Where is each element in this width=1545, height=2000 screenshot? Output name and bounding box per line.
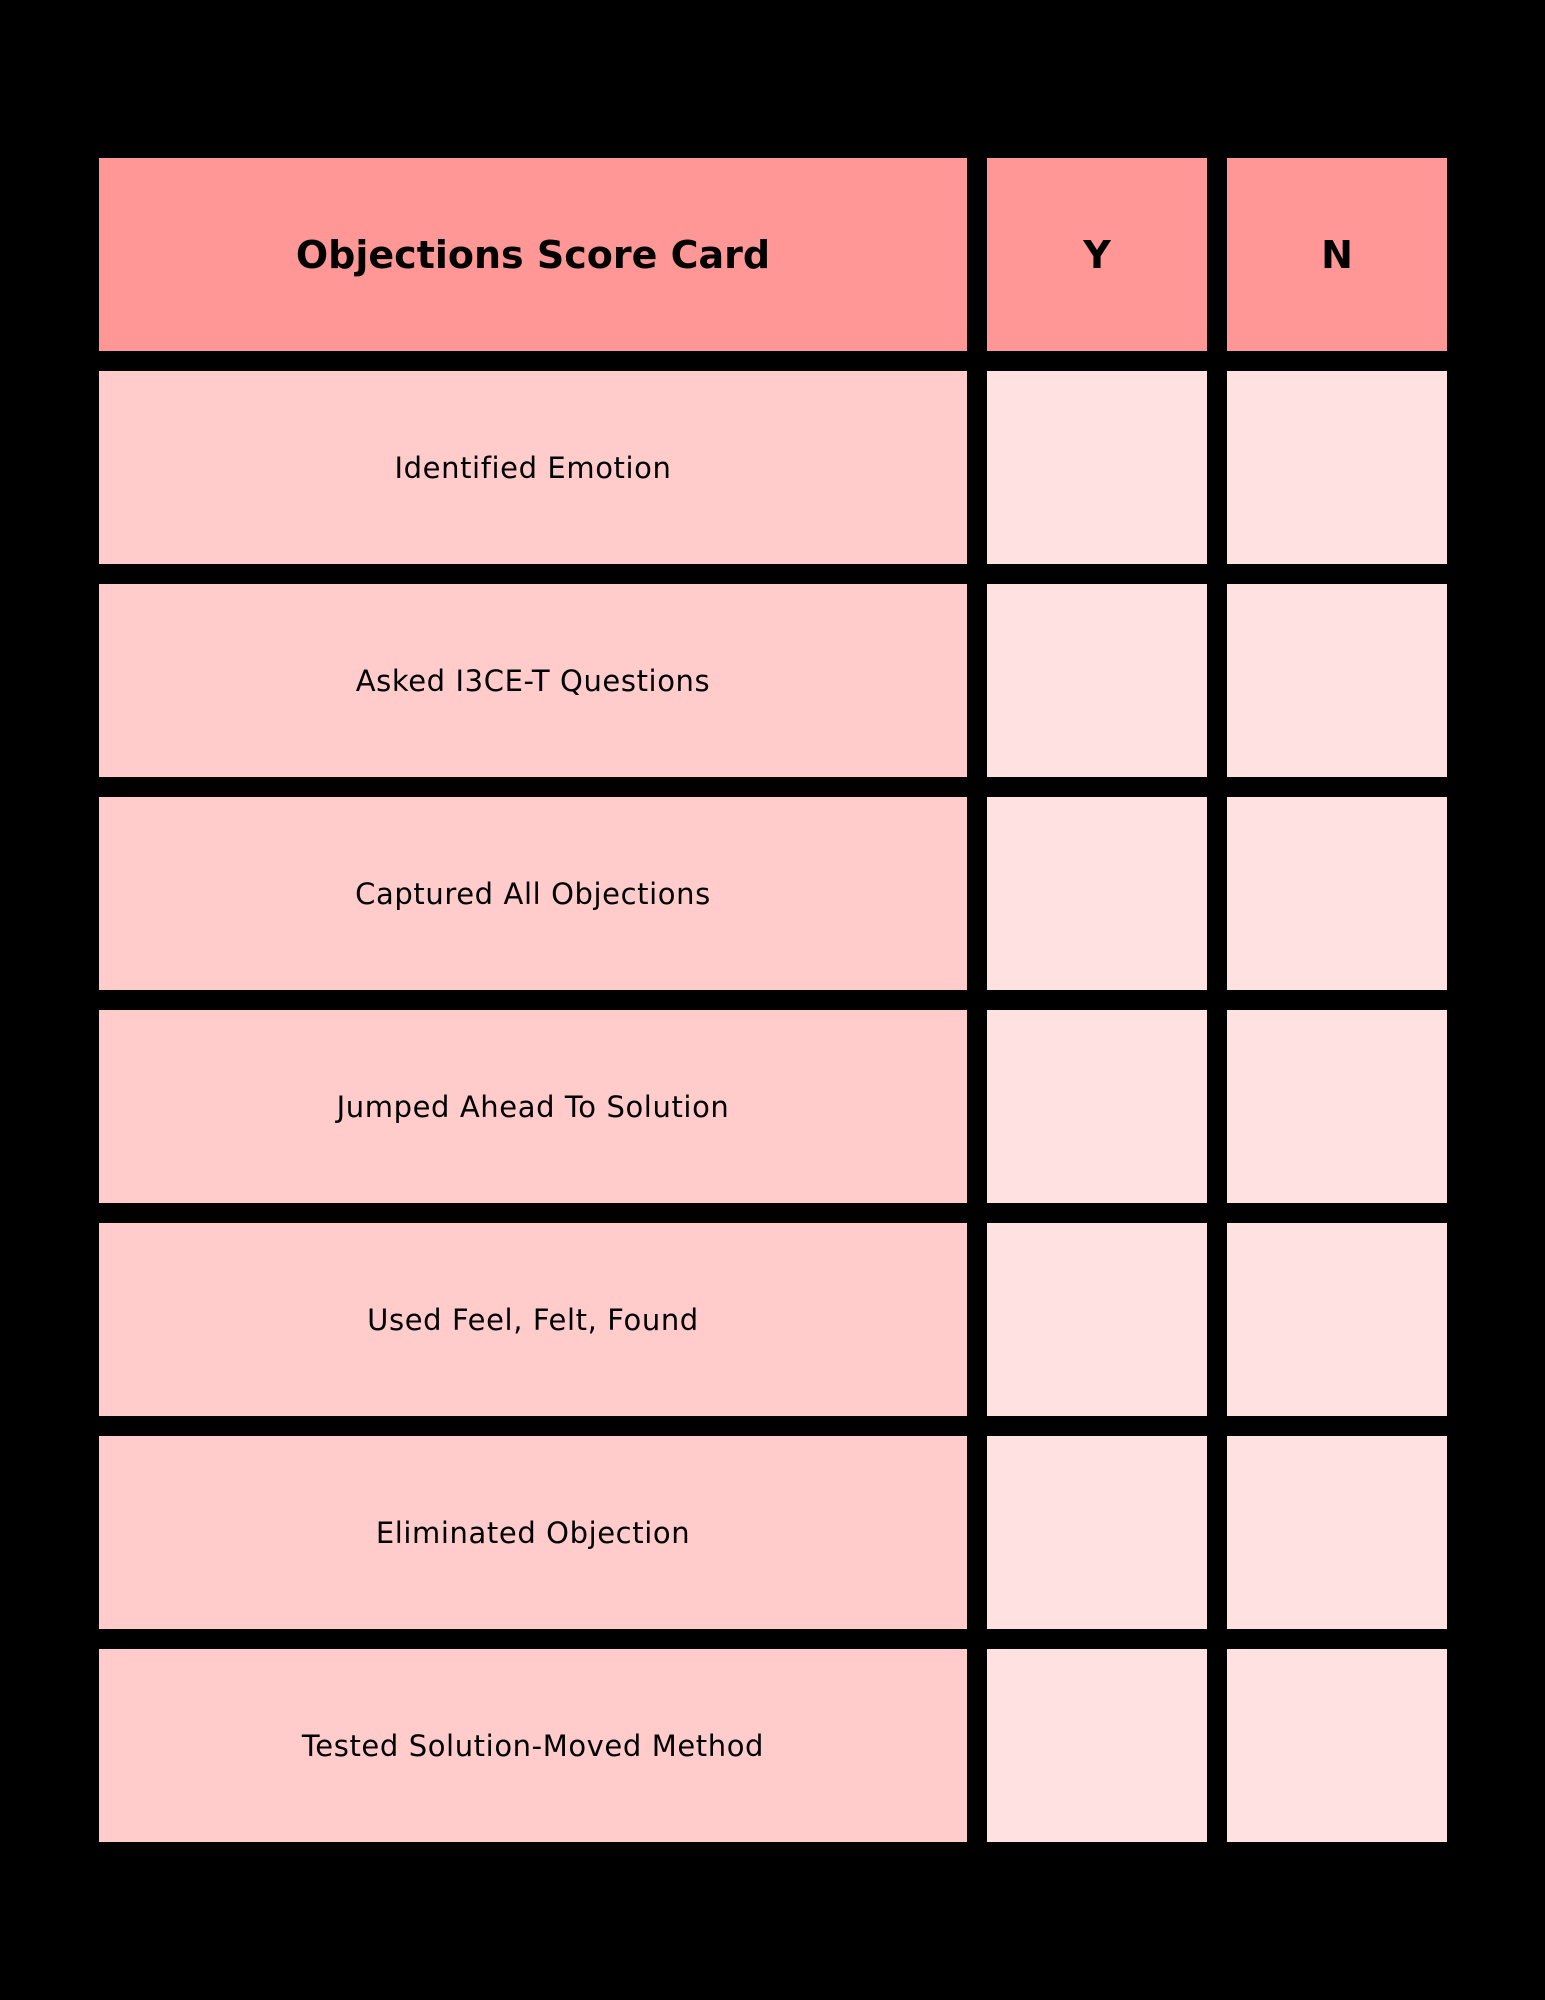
criterion-label: Eliminated Objection [99,1436,967,1629]
criterion-label: Identified Emotion [99,371,967,564]
no-cell[interactable] [1227,584,1447,777]
criterion-label: Captured All Objections [99,797,967,990]
score-row [99,1649,1447,1842]
score-row [99,1223,1447,1416]
criterion-label: Jumped Ahead To Solution [99,1010,967,1203]
no-cell[interactable] [1227,1010,1447,1203]
no-cell[interactable] [1227,1649,1447,1842]
column-header-no: N [1227,158,1447,351]
no-cell[interactable] [1227,1223,1447,1416]
yes-cell[interactable] [987,797,1207,990]
score-row [99,371,1447,564]
yes-cell[interactable] [987,1010,1207,1203]
column-header-yes: Y [987,158,1207,351]
score-row [99,1436,1447,1629]
yes-cell[interactable] [987,371,1207,564]
score-row [99,1010,1447,1203]
no-cell[interactable] [1227,371,1447,564]
yes-cell[interactable] [987,584,1207,777]
criterion-label: Used Feel, Felt, Found [99,1223,967,1416]
yes-cell[interactable] [987,1223,1207,1416]
criterion-label: Tested Solution-Moved Method [99,1649,967,1842]
criterion-label: Asked I3CE-T Questions [99,584,967,777]
score-card-header-row [99,158,1447,351]
score-row [99,584,1447,777]
yes-cell[interactable] [987,1649,1207,1842]
yes-cell[interactable] [987,1436,1207,1629]
no-cell[interactable] [1227,797,1447,990]
no-cell[interactable] [1227,1436,1447,1629]
score-card-title: Objections Score Card [99,158,967,351]
score-row [99,797,1447,990]
objections-score-card [99,158,1447,1842]
